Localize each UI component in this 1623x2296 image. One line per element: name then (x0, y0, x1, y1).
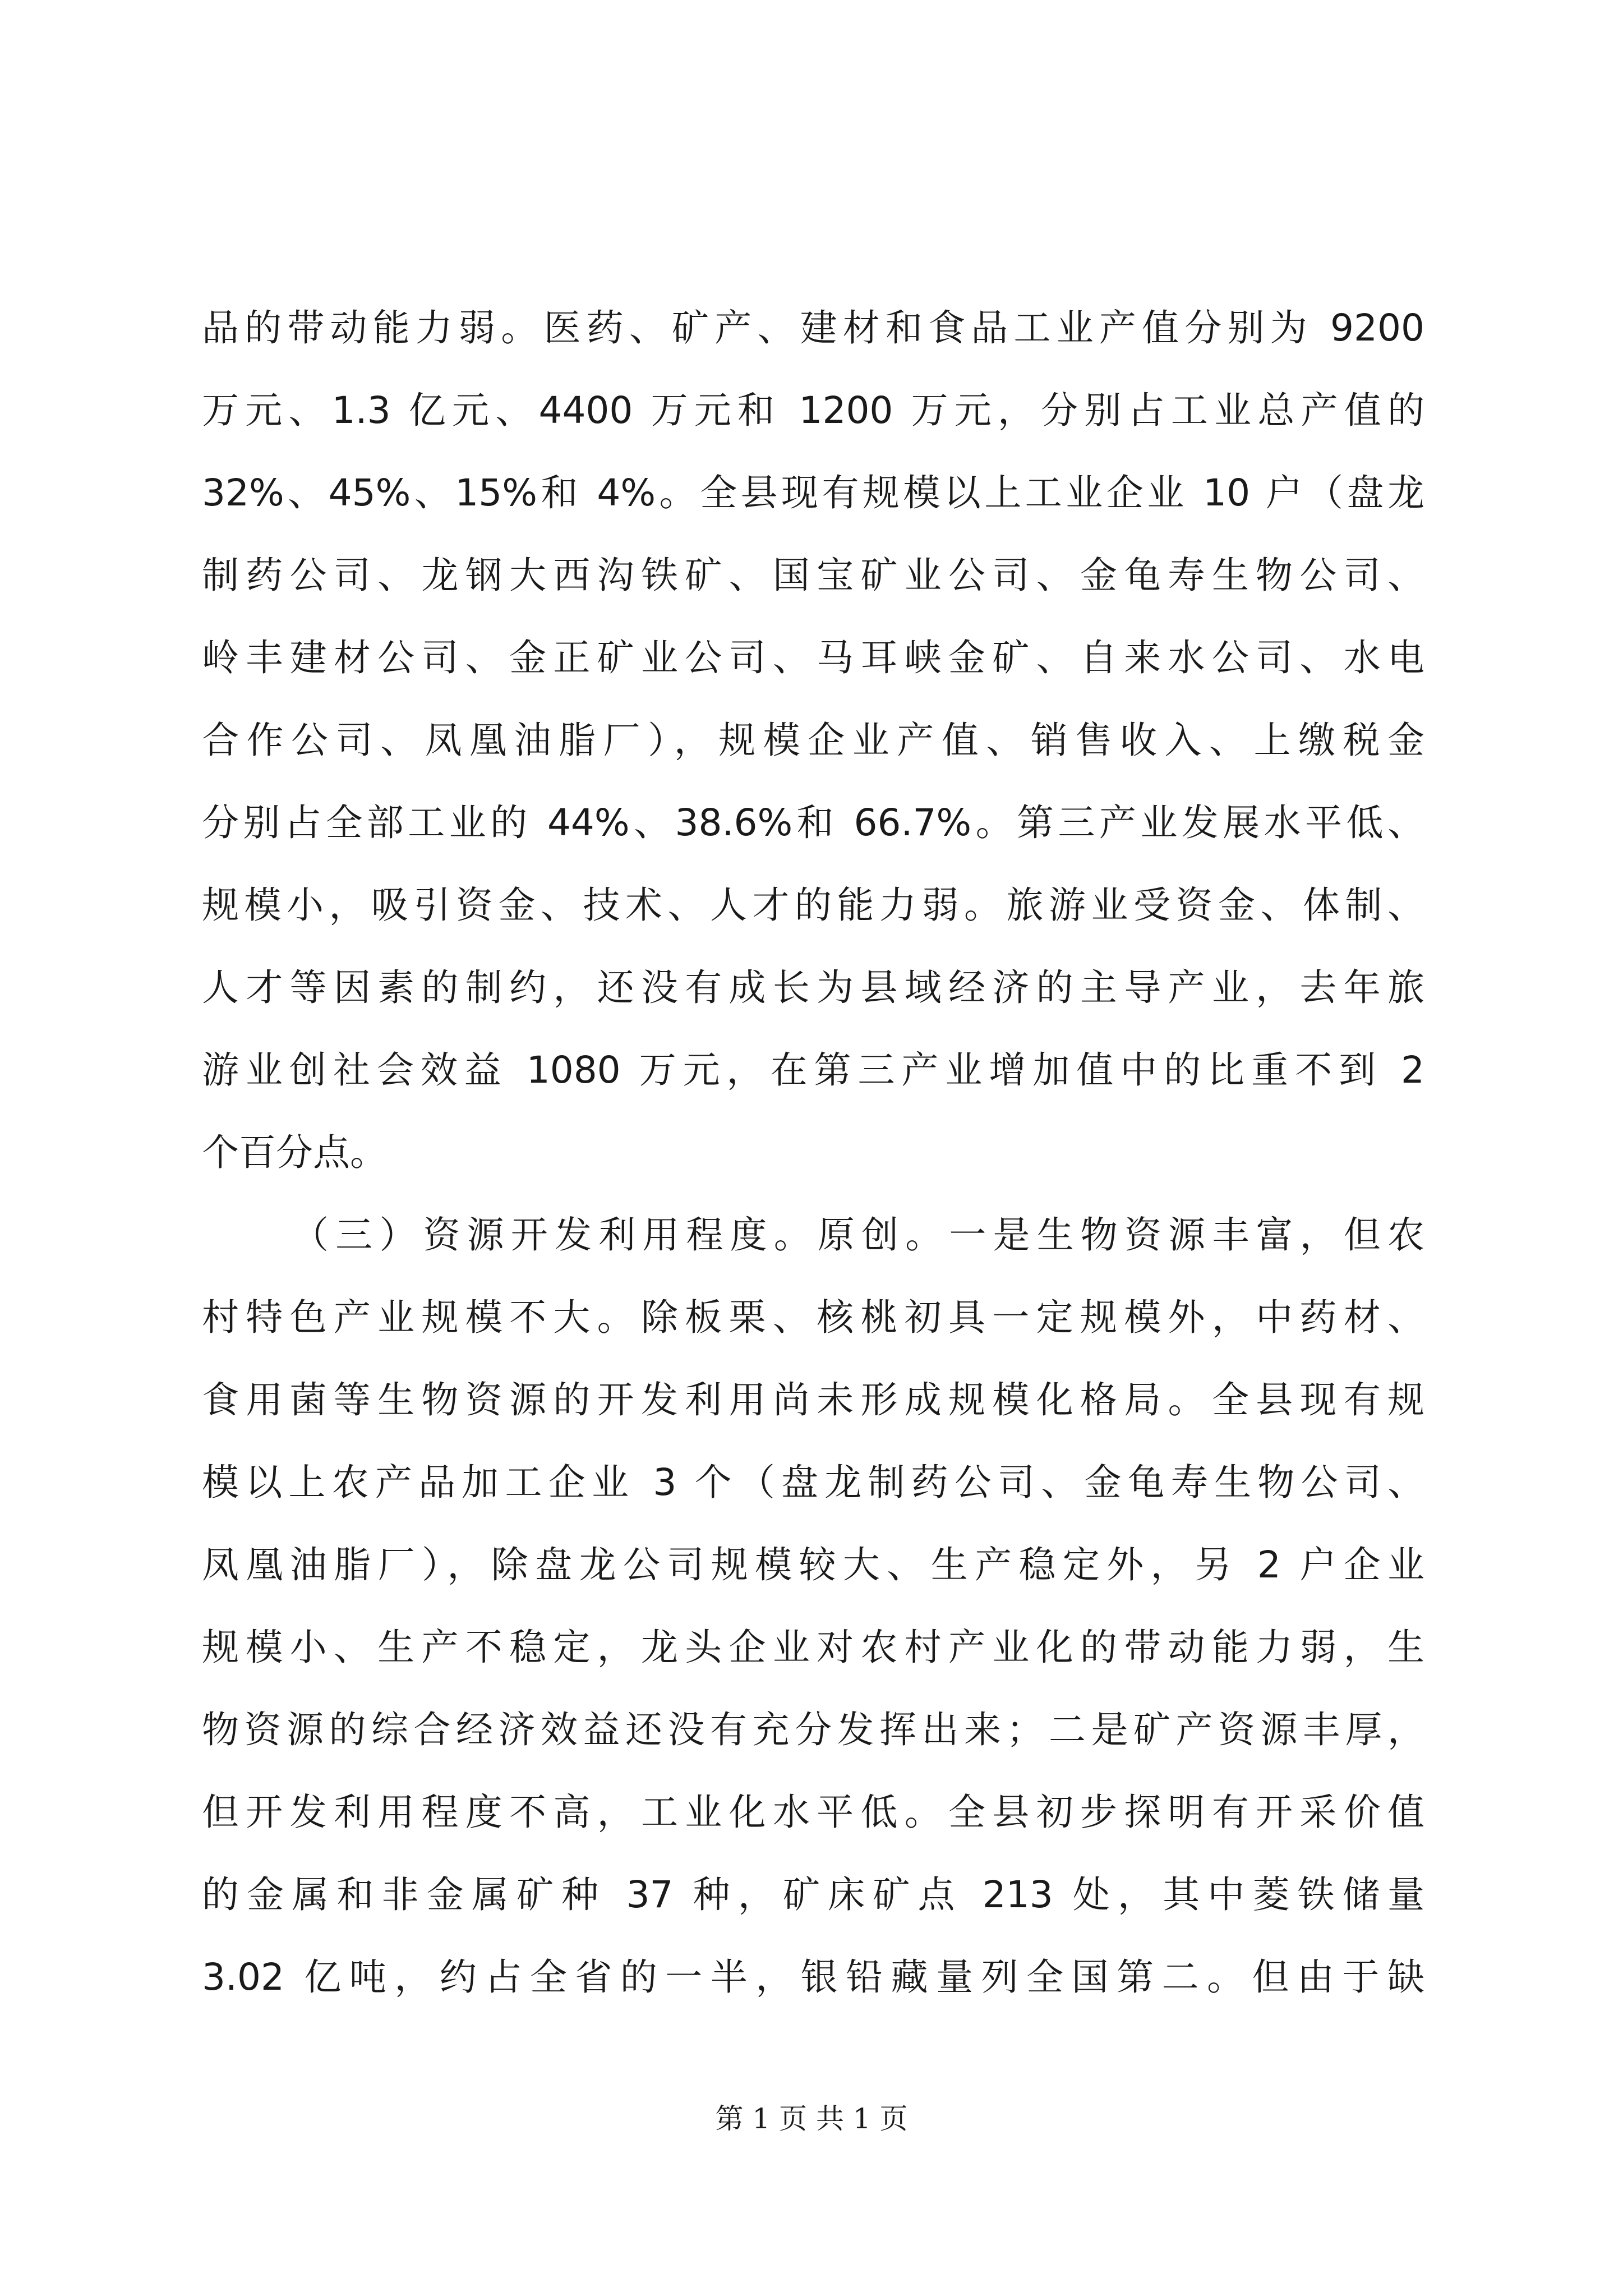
paragraph-2-line-10: 3.02 亿吨，约占全省的一半，银铅藏量列全国第二。但由于缺 (202, 1955, 1424, 1999)
paragraph-2-line-4: 模以上农产品加工企业 3 个（盘龙制药公司、金龟寿生物公司、 (202, 1461, 1424, 1504)
paragraph-1-line-9: 人才等因素的制约，还没有成长为县域经济的主导产业，去年旅 (202, 966, 1424, 1009)
paragraph-1-line-1: 品的带动能力弱。医药、矿产、建材和食品工业产值分别为 9200 (202, 306, 1424, 349)
paragraph-2-line-9: 的金属和非金属矿种 37 种，矿床矿点 213 处，其中菱铁储量 (202, 1873, 1424, 1916)
paragraph-2-line-3: 食用菌等生物资源的开发利用尚未形成规模化格局。全县现有规 (202, 1378, 1424, 1421)
paragraph-2-line-7: 物资源的综合经济效益还没有充分发挥出来；二是矿产资源丰厚， (202, 1708, 1424, 1751)
paragraph-2-line-8: 但开发利用程度不高，工业化水平低。全县初步探明有开采价值 (202, 1791, 1424, 1834)
paragraph-1-line-6: 合作公司、凤凰油脂厂），规模企业产值、销售收入、上缴税金 (202, 719, 1424, 762)
paragraph-1-line-8: 规模小，吸引资金、技术、人才的能力弱。旅游业受资金、体制、 (202, 884, 1424, 927)
paragraph-1-line-10: 游业创社会效益 1080 万元，在第三产业增加值中的比重不到 2 (202, 1048, 1424, 1092)
page-footer: 第 1 页 共 1 页 (715, 2102, 908, 2135)
paragraph-1-line-5: 岭丰建材公司、金正矿业公司、马耳峡金矿、自来水公司、水电 (202, 636, 1424, 679)
paragraph-2-line-1: （三）资源开发利用程度。原创。一是生物资源丰富，但农 (292, 1213, 1424, 1257)
paragraph-1-line-11: 个百分点。 (202, 1131, 387, 1174)
paragraph-2-line-2: 村特色产业规模不大。除板栗、核桃初具一定规模外，中药材、 (202, 1296, 1424, 1339)
paragraph-1-line-7: 分别占全部工业的 44%、38.6%和 66.7%。第三产业发展水平低、 (202, 801, 1424, 844)
paragraph-1-line-4: 制药公司、龙钢大西沟铁矿、国宝矿业公司、金龟寿生物公司、 (202, 554, 1424, 597)
paragraph-2-line-6: 规模小、生产不稳定，龙头企业对农村产业化的带动能力弱，生 (202, 1626, 1424, 1669)
paragraph-2-line-5: 凤凰油脂厂），除盘龙公司规模较大、生产稳定外，另 2 户企业 (202, 1543, 1424, 1586)
paragraph-1-line-3: 32%、45%、15%和 4%。全县现有规模以上工业企业 10 户（盘龙 (202, 471, 1424, 514)
paragraph-1-line-2: 万元、1.3 亿元、4400 万元和 1200 万元，分别占工业总产值的 (202, 389, 1424, 432)
